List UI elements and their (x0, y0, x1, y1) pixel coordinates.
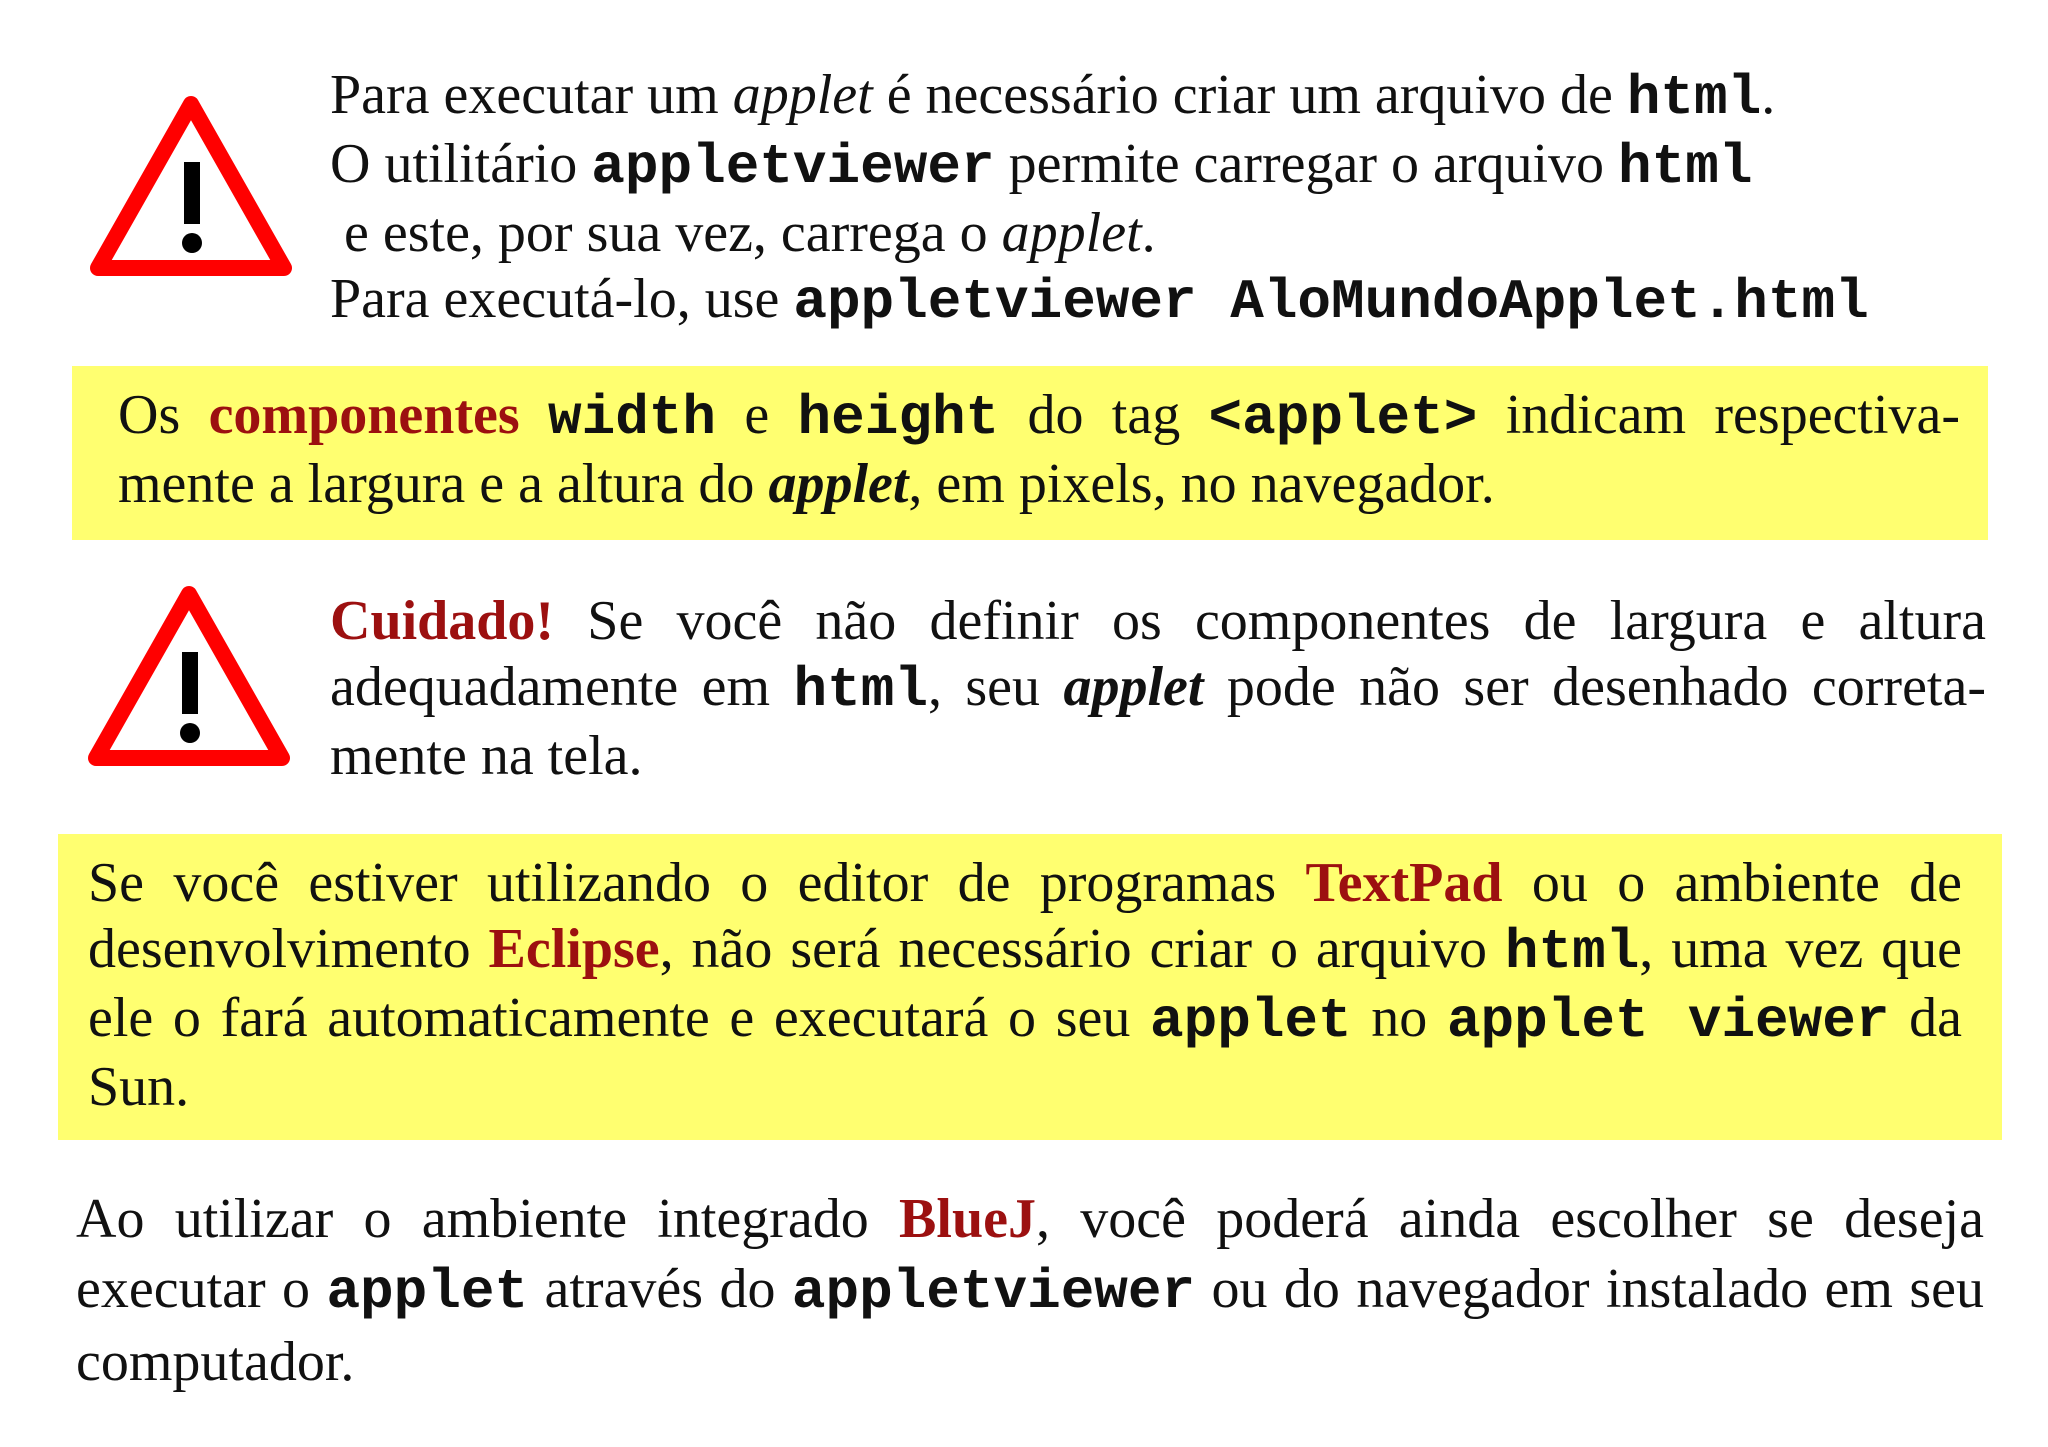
bluej-paragraph: Ao utilizar o ambiente integrado BlueJ, você poderá ainda escolher se deseja executar o applet através do appletviewer ou do navegador instalado em seu computador. (76, 1188, 1984, 1393)
warning-triangle-icon (86, 92, 296, 282)
note-line-1: Para executar um applet é necessário criar um arquivo de html. (330, 64, 1776, 130)
textpad-eclipse-info-text: Se você estiver utilizando o editor de programas TextPad ou o ambiente de desenvolvimento Eclipse, não será necessário criar o arquivo html, uma vez que ele o fará automaticamente e executará o seu applet no applet viewer da Sun. (88, 852, 1963, 1118)
note-line-2: O utilitário appletviewer permite carregar o arquivo html (330, 133, 1753, 199)
caution-note: Cuidado! Se você não definir os componentes de largura e altura adequadamente em html, seu applet pode não ser desenhado correta-mente na tela. (330, 590, 1986, 787)
warning-triangle-icon (84, 582, 294, 772)
note-line-3: e este, por sua vez, carrega o applet. (330, 202, 1156, 264)
width-height-info-text: Os componentes width e height do tag <applet> indicam respectiva-mente a largura e a altura do applet, em pixels, no navegador. (118, 384, 1961, 515)
note-line-4: Para executá-lo, use appletviewer AloMundoApplet.html (330, 268, 1869, 334)
applet-html-note (330, 62, 2030, 335)
width-height-info-box (72, 366, 1988, 540)
textpad-eclipse-info-box (58, 834, 2002, 1140)
